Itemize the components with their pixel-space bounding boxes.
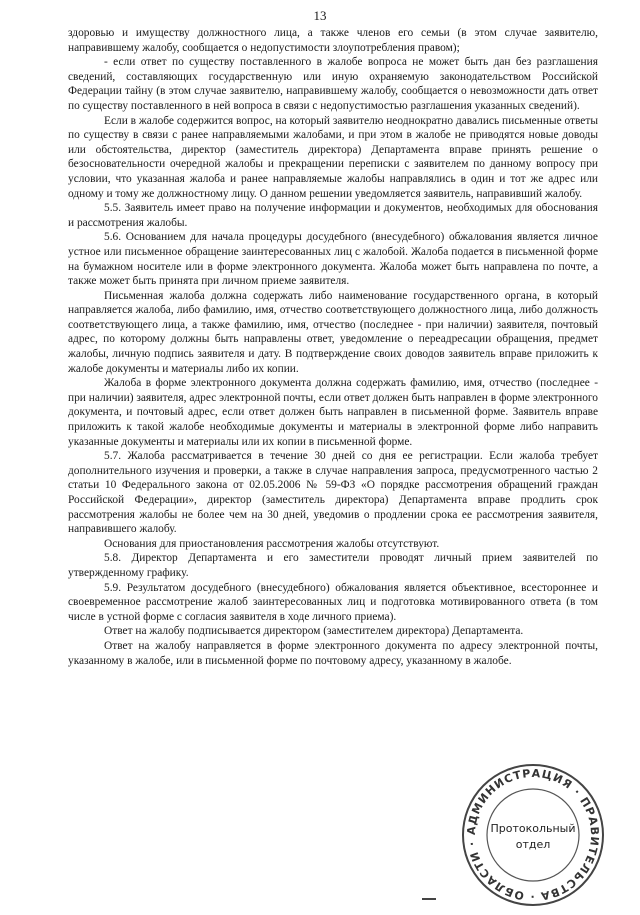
- paragraph: Письменная жалоба должна содержать либо наименование государственного органа, в который направляется жалоба, либо фамилию, имя, отчество соответствующего должностного лица, либо должность соответствующего лица, а также фамилию, имя, отчество (последнее - при наличии) заявителя, почтовый адрес, по которому должны быть направлены ответ, уведомление о переадресации обращения, предмет жалобы, личную подпись заявителя и дату. В подтверждение своих доводов заявитель вправе приложить к жалобе документы и материалы либо их копии.: [68, 289, 598, 375]
- paragraph: 5.8. Директор Департамента и его заместители проводят личный прием заявителей по утвержденному графику.: [68, 552, 598, 579]
- paragraph: Основания для приостановления рассмотрения жалобы отсутствуют.: [104, 537, 440, 550]
- page-number: 13: [313, 8, 327, 23]
- paragraph: 5.7. Жалоба рассматривается в течение 30 дней со дня ее регистрации. Если жалоба требует дополнительного изучения и проверки, а также в случае направления запроса, предусмотренного частью 2 статьи 10 Федерального закона от 02.05.2006 № 59-ФЗ «О порядке рассмотрения обращений граждан Российской Федерации», директор (заместитель директора) Департамента вправе продлить срок рассмотрения жалобы не более чем на 30 дней, уведомив о продлении срока ее рассмотрения заявителя, направившего жалобу.: [68, 450, 598, 536]
- paragraph: Если в жалобе содержится вопрос, на который заявителю неоднократно давались письменные ответы по существу в связи с ранее направляемыми жалобами, и при этом в жалобе не приводятся новые доводы или обстоятельства, директор (заместитель директора) Департамента вправе принять решение о безосновательности очередной жалобы и прекращении переписки с заявителем по данному вопросу при условии, что указанная жалоба и ранее направляемые жалобы направлялись в один и тот же адрес или одному и тому же должностному лицу. О данном решении уведомляется заявитель, направивший жалобу.: [68, 114, 598, 200]
- paragraph: 5.9. Результатом досудебного (внесудебного) обжалования является объективное, всестороннее и своевременное рассмотрение жалоб заинтересованных лиц и подготовка мотивированного ответа (в том числе в устной форме с согласия заявителя в ходе личного приема).: [68, 581, 598, 623]
- paragraph: Ответ на жалобу подписывается директором (заместителем директора) Департамента.: [104, 625, 524, 638]
- stamp-rim-text: АДМИНИСТРАЦИЯ · ПРАВИТЕЛЬСТВА · ОБЛАСТИ ·: [464, 766, 602, 904]
- bottom-dash-mark: [422, 898, 436, 900]
- paragraph: 5.6. Основанием для начала процедуры досудебного (внесудебного) обжалования является личное устное или письменное обращение заинтересованных лиц с жалобой. Жалоба подается в письменной форме на бумажном носителе или в форме электронного документа. Жалоба может быть направлена по почте, а также может быть принята при личном приеме заявителя.: [68, 231, 598, 288]
- paragraph: здоровью и имуществу должностного лица, а также членов его семьи (в этом случае заявителю, направившему жалобу, сообщается о недопустимости злоупотребления правом);: [68, 27, 598, 54]
- paragraph: - если ответ по существу поставленного в жалобе вопроса не может быть дан без разглашения сведений, составляющих государственную или иную охраняемую законодательством Российской Федерации тайну (в этом случае заявителю, направившему жалобу, сообщается о невозможности дать ответ по существу поставленного в ней вопроса в связи с недопустимостью разглашения указанных сведений).: [68, 56, 598, 112]
- paragraph: 5.5. Заявитель имеет право на получение информации и документов, необходимых для обоснования и рассмотрения жалобы.: [68, 202, 598, 229]
- paragraph: Ответ на жалобу направляется в форме электронного документа по адресу электронной почты, указанному в жалобе, или в письменной форме по почтовому адресу, указанному в жалобе.: [68, 639, 598, 667]
- stamp-center-line1: Протокольный: [490, 822, 576, 835]
- document-body: [68, 26, 598, 668]
- department-stamp: [458, 760, 608, 910]
- paragraph: Жалоба в форме электронного документа должна содержать фамилию, имя, отчество (последнее - при наличии) заявителя, адрес электронной почты, если ответ должен быть направлен в форме электронного документа, и почтовый адрес, если ответ должен быть направлен в письменной форме. Заявитель вправе приложить к такой жалобе необходимые документы и материалы в электронной форме либо направить указанные документы и материалы или их копии в письменной форме.: [68, 377, 598, 448]
- stamp-center-line2: отдел: [515, 838, 551, 851]
- stamp-graphic: [458, 760, 608, 910]
